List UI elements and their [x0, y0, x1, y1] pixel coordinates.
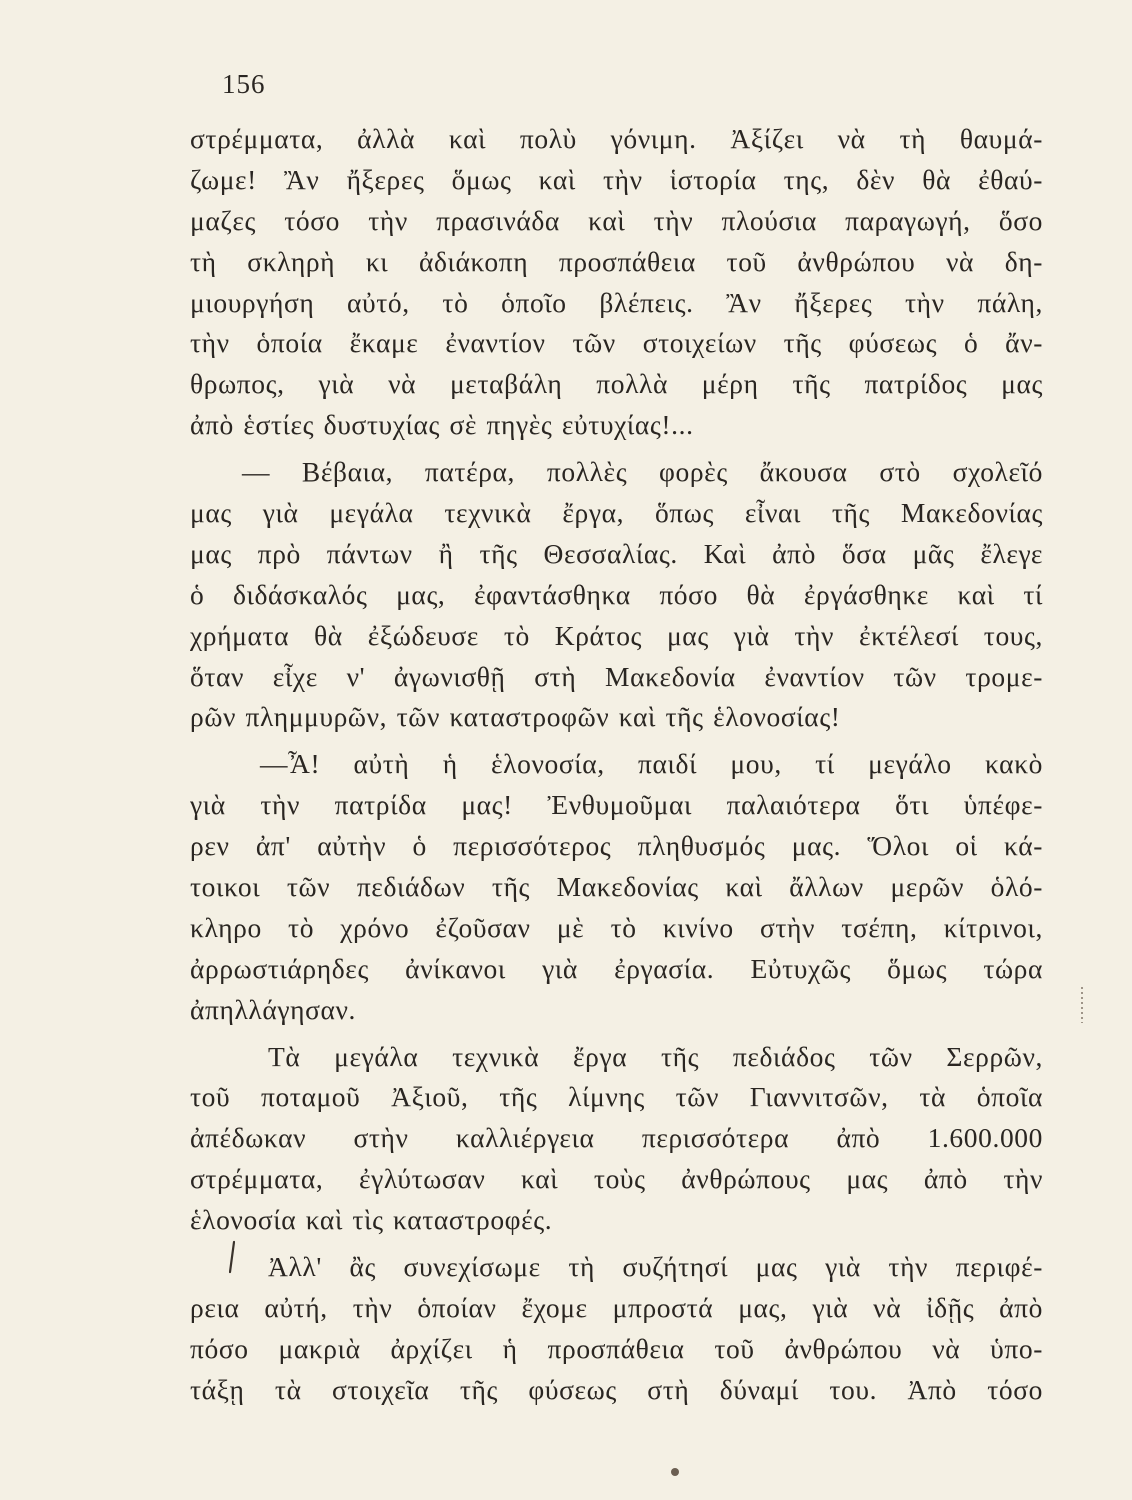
- text-line: μιουργήση αὐτό, τὸ ὁποῖο βλέπεις. Ἂν ἤξερες τὴν πάλη,: [190, 286, 1043, 318]
- pen-mark-slash: [229, 1240, 235, 1274]
- margin-speck: [1079, 985, 1085, 1025]
- text-line: στρέμματα, ἀλλὰ καὶ πολὺ γόνιμη. Ἀξίζει νὰ τὴ θαυμά-: [190, 123, 1043, 154]
- text-line: ἀπέδωκαν στὴν καλλιέργεια περισσότερα ἀπὸ 1.600.000: [190, 1122, 1043, 1154]
- text-line: χρήματα θὰ ἐξώδευσε τὸ Κράτος μας γιὰ τὴν ἐκτέλεσί τους,: [190, 619, 1043, 651]
- text-line: στρέμματα, ἐγλύτωσαν καὶ τοὺς ἀνθρώπους μας ἀπὸ τὴν: [190, 1163, 1043, 1195]
- text-line: ρεια αὐτή, τὴν ὁποίαν ἔχομε μπροστά μας, γιὰ νὰ ἰδῇς ἀπὸ: [190, 1291, 1043, 1323]
- text-line: ρεν ἀπ' αὐτὴν ὁ περισσότερος πληθυσμός μας. Ὅλοι οἱ κά-: [190, 830, 1043, 862]
- text-line: θρωπος, γιὰ νὰ μεταβάλη πολλὰ μέρη τῆς πατρίδος μας: [190, 368, 1043, 400]
- text-line: ὅταν εἶχε ν' ἀγωνισθῇ στὴ Μακεδονία ἐναντίον τῶν τρομε-: [190, 660, 1043, 692]
- text-line: τάξῃ τὰ στοιχεῖα τῆς φύσεως στὴ δύναμί του. Ἀπὸ τόσο: [190, 1373, 1043, 1405]
- page-number: 156: [222, 69, 266, 99]
- text-line: τοικοι τῶν πεδιάδων τῆς Μακεδονίας καὶ ἄλλων μερῶν ὁλό-: [190, 871, 1043, 903]
- text-line: τὴ σκληρὴ κι ἀδιάκοπη προσπάθεια τοῦ ἀνθρώπου νὰ δη-: [190, 245, 1043, 277]
- text-line: πόσο μακριὰ ἀρχίζει ἡ προσπάθεια τοῦ ἀνθρώπου νὰ ὑπο-: [190, 1332, 1043, 1364]
- text-line: τὴν ὁποία ἔκαμε ἐναντίον τῶν στοιχείων τῆς φύσεως ὁ ἄν-: [190, 327, 1043, 359]
- text-line: ζωμε! Ἂν ἤξερες ὅμως καὶ τὴν ἱστορία της, δὲν θὰ ἐθαύ-: [190, 163, 1043, 195]
- page-speck: [671, 1468, 679, 1476]
- text-line: μαζες τόσο τὴν πρασινάδα καὶ τὴν πλούσια παραγωγή, ὅσο: [190, 204, 1043, 236]
- text-line: μας γιὰ μεγάλα τεχνικὰ ἔργα, ὅπως εἶναι τῆς Μακεδονίας: [190, 497, 1043, 529]
- text-line: ἑλονοσία καὶ τὶς καταστροφές.: [190, 1204, 553, 1236]
- text-line: — Βέβαια, πατέρα, πολλὲς φορὲς ἄκουσα στὸ σχολεῖό: [242, 456, 1043, 488]
- text-line: ὁ διδάσκαλός μας, ἐφαντάσθηκα πόσο θὰ ἐργάσθηκε καὶ τί: [190, 578, 1043, 610]
- text-line: κληρο τὸ χρόνο ἐζοῦσαν μὲ τὸ κινίνο στὴν τσέπη, κίτρινοι,: [190, 911, 1043, 943]
- text-line: μας πρὸ πάντων ἢ τῆς Θεσσαλίας. Καὶ ἀπὸ ὅσα μᾶς ἔλεγε: [190, 537, 1043, 569]
- text-line: τοῦ ποταμοῦ Ἀξιοῦ, τῆς λίμνης τῶν Γιαννιτσῶν, τὰ ὁποῖα: [190, 1081, 1043, 1113]
- text-line: ρῶν πλημμυρῶν, τῶν καταστροφῶν καὶ τῆς ἑλονοσίας!: [190, 701, 841, 733]
- body-text: [190, 119, 1043, 1411]
- text-line: ἀπηλλάγησαν.: [190, 993, 357, 1025]
- text-line: —Ἆ! αὐτὴ ἡ ἑλονοσία, παιδί μου, τί μεγάλο κακὸ: [260, 748, 1043, 780]
- text-line: γιὰ τὴν πατρίδα μας! Ἐνθυμοῦμαι παλαιότερα ὅτι ὑπέφε-: [190, 789, 1043, 821]
- text-line: Ἀλλ' ἂς συνεχίσωμε τὴ συζήτησί μας γιὰ τὴν περιφέ-: [268, 1251, 1043, 1283]
- text-line: Τὰ μεγάλα τεχνικὰ ἔργα τῆς πεδιάδος τῶν Σερρῶν,: [268, 1040, 1043, 1072]
- text-line: ἀρρωστιάρηδες ἀνίκανοι γιὰ ἐργασία. Εὐτυχῶς ὅμως τώρα: [190, 952, 1043, 984]
- text-line: ἀπὸ ἑστίες δυστυχίας σὲ πηγὲς εὐτυχίας!...: [190, 409, 694, 441]
